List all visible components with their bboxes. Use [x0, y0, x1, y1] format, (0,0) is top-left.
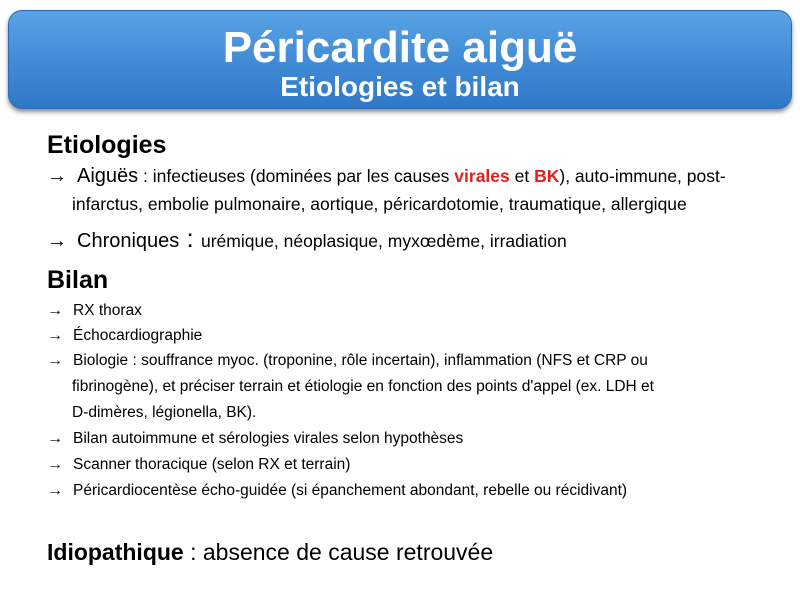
- chroniques-label: Chroniques: [77, 230, 180, 252]
- biologie-continuation: D-dimères, légionella, BK).: [72, 404, 257, 421]
- arrow-right-icon: →: [47, 430, 63, 447]
- conclusion-line: [47, 537, 493, 567]
- bilan-item: [47, 454, 350, 476]
- chroniques-text: urémique, néoplasique, myxœdème, irradiation: [200, 231, 567, 251]
- arrow-right-icon: →: [47, 482, 63, 499]
- etiologies-chroniques-line: [47, 223, 567, 253]
- aigues-label: Aiguës: [77, 165, 139, 187]
- bilan-item: [47, 480, 627, 502]
- bilan-item-text: RX thorax: [73, 302, 142, 319]
- idiopathique-term: Idiopathique: [47, 539, 184, 565]
- slide-subtitle: Etiologies et bilan: [280, 71, 520, 102]
- arrow-right-icon: →: [47, 230, 67, 252]
- bilan-heading: Bilan: [47, 266, 109, 294]
- arrow-right-icon: →: [47, 456, 63, 473]
- aigues-text-mid: et: [509, 166, 535, 186]
- etiologies-aigues-continuation: infarctus, embolie pulmonaire, aortique, péricardotomie, traumatique, allergique: [72, 194, 687, 214]
- bilan-item-text: Biologie : souffrance myoc. (troponine, rôle incertain), inflammation (NFS et CRP ou: [73, 352, 648, 369]
- bilan-item: [47, 300, 142, 322]
- bilan-item: [47, 325, 202, 347]
- arrow-right-icon: →: [47, 302, 63, 319]
- virales-highlight: virales: [454, 166, 510, 186]
- slide-title: Péricardite aiguë: [222, 23, 578, 72]
- aigues-text-after: ), auto-immune, post-: [559, 166, 726, 186]
- chroniques-colon: :: [179, 223, 201, 253]
- bk-highlight: BK: [534, 166, 560, 186]
- arrow-right-icon: →: [47, 327, 63, 344]
- title-banner: [8, 10, 792, 109]
- biologie-continuation: fibrinogène), et préciser terrain et étiologie en fonction des points d'appel (ex. LDH et: [72, 378, 654, 395]
- bilan-item-text: Échocardiographie: [73, 327, 203, 344]
- arrow-right-icon: →: [47, 352, 63, 369]
- bilan-item: [47, 428, 463, 450]
- etiologies-aigues-line: [47, 164, 726, 188]
- etiologies-heading: Etiologies: [47, 131, 167, 159]
- bilan-item-text: Bilan autoimmune et sérologies virales selon hypothèses: [73, 430, 464, 447]
- aigues-text-before: : infectieuses (dominées par les causes: [138, 166, 455, 186]
- bilan-item-text: Scanner thoracique (selon RX et terrain): [73, 456, 351, 473]
- bilan-item-text: Péricardiocentèse écho-guidée (si épanchement abondant, rebelle ou récidivant): [73, 482, 628, 499]
- conclusion-text: : absence de cause retrouvée: [183, 539, 494, 565]
- arrow-right-icon: →: [47, 165, 67, 187]
- bilan-item: [47, 350, 648, 372]
